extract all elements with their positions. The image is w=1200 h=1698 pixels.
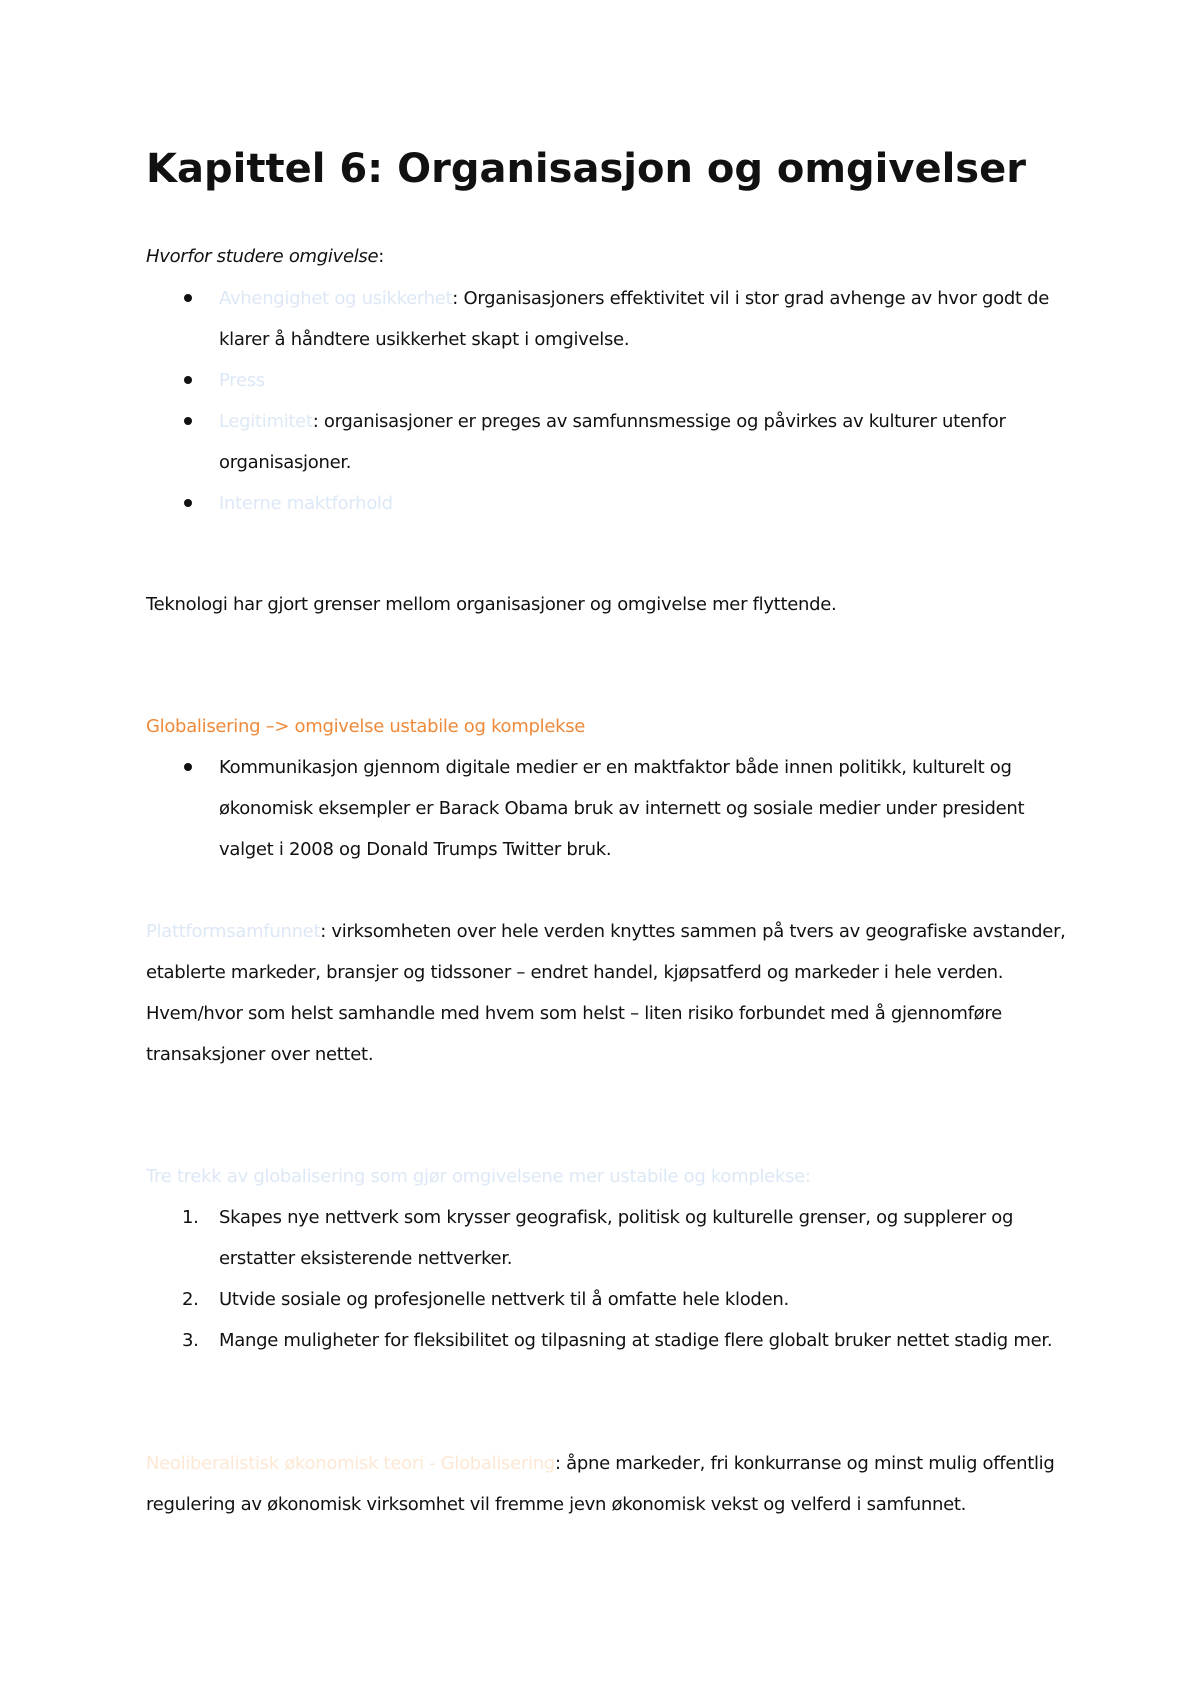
platform-text: : virksomheten over hele verden knyttes sammen på tvers av geografiske avstander, etablerte markeder, bransjer og tidssoner – endret handel, kjøpsatferd og markeder i hele verden. [146,921,1066,983]
bullet-icon [184,417,192,425]
why-subheading [146,236,1076,277]
list-item-text: Mange muligheter for fleksibilitet og tilpasning at stadige flere globalt bruker nettet stadig mer. [219,1330,1053,1351]
list-item [146,278,1076,360]
list-item [146,747,1076,870]
why-subheading-colon: : [378,246,385,267]
list-number: 2. [182,1289,199,1310]
list-item-text: Skapes nye nettverk som krysser geografisk, politisk og kulturelle grenser, og supplerer og erstatter eksisterende nettverker. [219,1207,1014,1269]
why-subheading-text: Hvorfor studere omgivelse [146,246,379,267]
list-item-term: Interne maktforhold [219,493,393,514]
list-item [146,1320,1076,1361]
bullet-icon [184,499,192,507]
neoliberal-text: : åpne markeder, fri konkurranse og minst mulig offentlig regulering av økonomisk virksomhet vil fremme jevn økonomisk vekst og velferd i samfunnet. [146,1453,1055,1515]
list-number: 1. [182,1207,199,1228]
list-item [146,401,1076,483]
list-item [146,1197,1076,1279]
page-title: Kapittel 6: Organisasjon og omgivelser [146,146,1026,192]
three-traits-list [146,1197,1076,1361]
platform-line2: Hvem/hvor som helst samhandle med hvem som helst – liten risiko forbundet med å gjennomføre transaksjoner over nettet. [146,1003,1002,1065]
bullet-icon [184,763,192,771]
list-item-text: : organisasjoner er preges av samfunnsmessige og påvirkes av kulturer utenfor organisasjoner. [219,411,1006,473]
globalization-list [146,747,1076,870]
list-item [146,483,1076,524]
platform-term: Plattformsamfunnet [146,921,321,942]
list-item-term: Press [219,370,265,391]
globalization-heading: Globalisering –> omgivelse ustabile og komplekse [146,716,586,737]
list-number: 3. [182,1330,199,1351]
neoliberal-paragraph [146,1443,1076,1525]
list-item-term: Avhengighet og usikkerhet [219,288,453,309]
technology-paragraph: Teknologi har gjort grenser mellom organisasjoner og omgivelse mer flyttende. [146,594,837,615]
list-item-text: Kommunikasjon gjennom digitale medier er en maktfaktor både innen politikk, kulturelt og økonomisk eksempler er Barack Obama bruk av internett og sosiale medier under president valget i 2008 og Donald Trumps Twitter bruk. [219,757,1025,860]
list-item-term: Legitimitet [219,411,313,432]
bullet-icon [184,294,192,302]
list-item-text: : Organisasjoners effektivitet vil i stor grad avhenge av hvor godt de klarer å håndtere usikkerhet skapt i omgivelse. [219,288,1050,350]
neoliberal-term: Neoliberalistisk økonomisk teori - Globalisering [146,1453,555,1474]
bullet-icon [184,376,192,384]
platform-paragraph [146,911,1076,1075]
list-item [146,1279,1076,1320]
three-traits-heading: Tre trekk av globalisering som gjør omgivelsene mer ustabile og komplekse: [146,1166,811,1187]
list-item-text: Utvide sosiale og profesjonelle nettverk til å omfatte hele kloden. [219,1289,789,1310]
why-list [146,278,1076,524]
list-item [146,360,1076,401]
